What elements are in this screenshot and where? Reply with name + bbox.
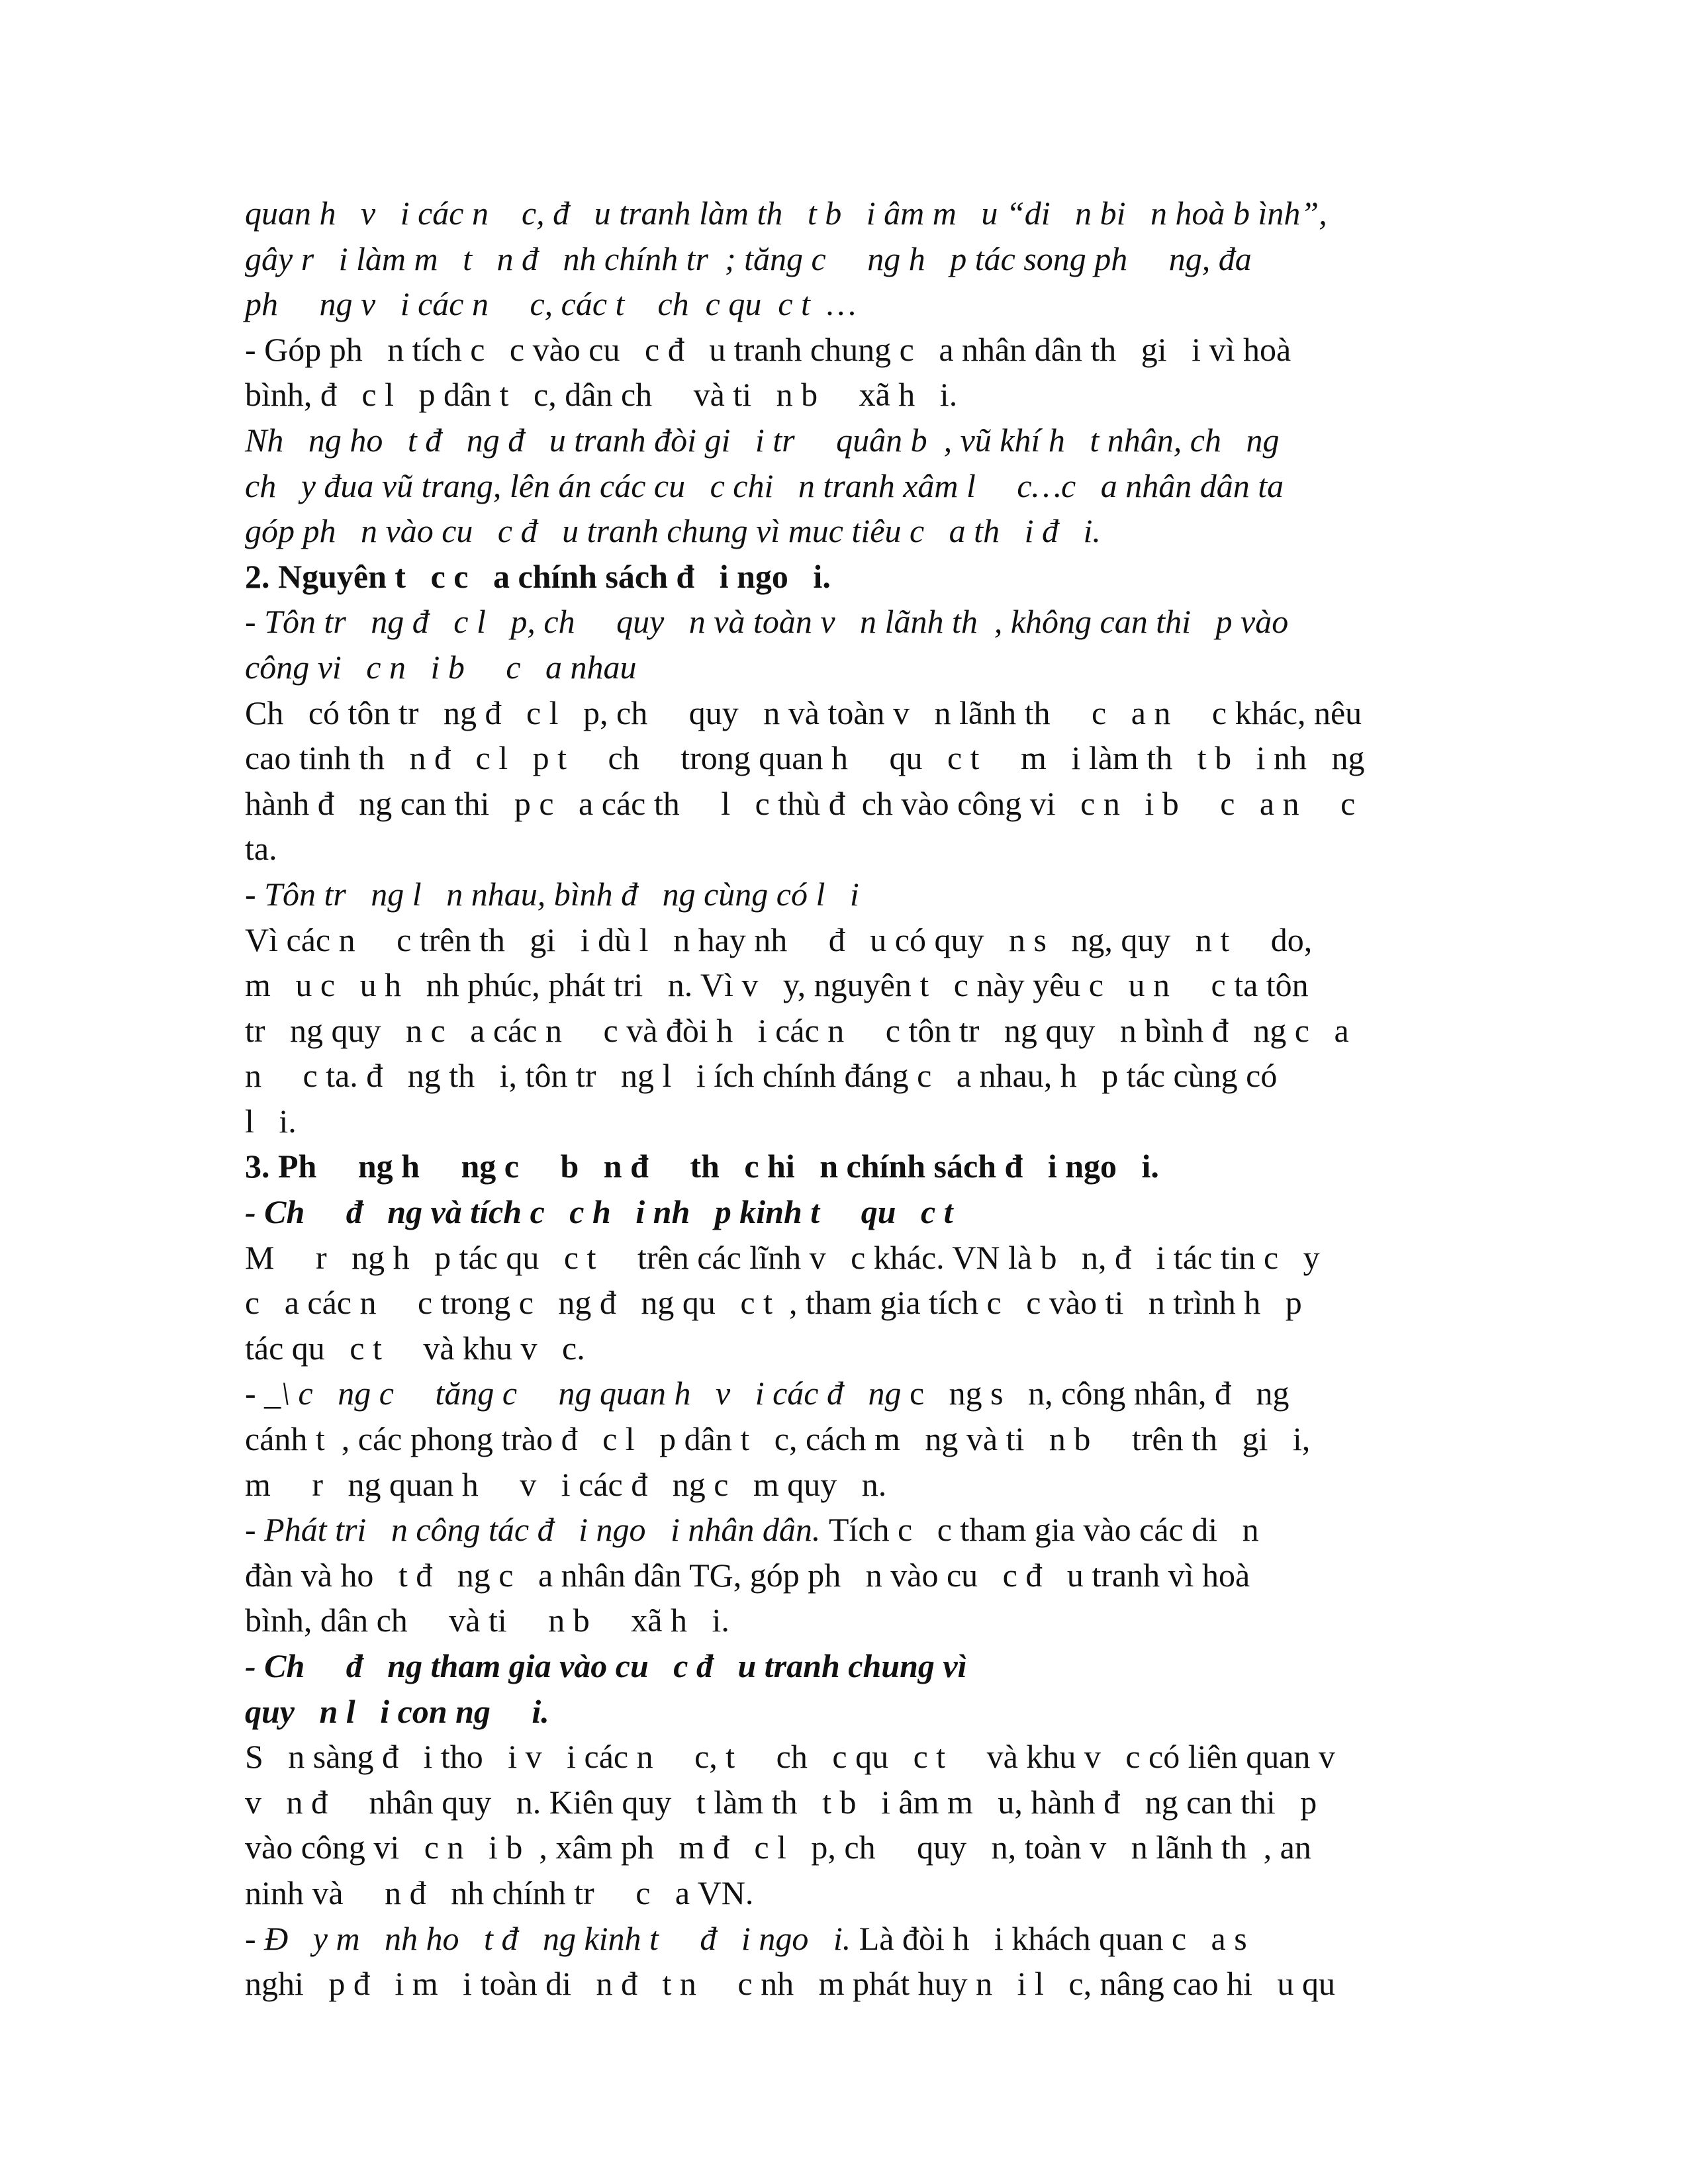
text-segment: - Đ y m nh ho t đ ng kinh t đ i ngo i. xyxy=(245,1919,859,1957)
text-line xyxy=(245,418,1436,463)
text-line xyxy=(245,1053,1436,1099)
text-segment: 3. Ph ng h ng c b n đ th c hi n chính sách đ i ngo i. xyxy=(245,1148,1159,1185)
text-segment: - Tôn tr ng đ c l p, ch quy n và toàn v n lãnh th , không can thi p vào xyxy=(245,603,1289,641)
text-line xyxy=(245,1462,1436,1508)
text-line xyxy=(245,1780,1436,1825)
text-line xyxy=(245,872,1436,917)
text-line xyxy=(245,645,1436,690)
text-line xyxy=(245,191,1436,236)
text-segment: góp ph n vào cu c đ u tranh chung vì muc tiêu c a th i đ i. xyxy=(245,512,1101,550)
text-segment: S n sàng đ i tho i v i các n c, t ch c qu c t và khu v c có liên quan v xyxy=(245,1738,1335,1776)
text-segment: gây r i làm m t n đ nh chính tr ; tăng c ng h p tác song ph ng, đa xyxy=(245,240,1252,277)
text-segment: v n đ nhân quy n. Kiên quy t làm th t b i âm m u, hành đ ng can thi p xyxy=(245,1783,1317,1821)
text-segment: quy n l i con ng i. xyxy=(245,1692,549,1730)
text-line xyxy=(245,1416,1436,1462)
text-line xyxy=(245,1507,1436,1553)
text-line xyxy=(245,1189,1436,1235)
text-line xyxy=(245,372,1436,418)
text-segment: công vi c n i b c a nhau xyxy=(245,648,637,686)
text-segment: tr ng quy n c a các n c và đòi h i các n c tôn tr ng quy n bình đ ng c a xyxy=(245,1011,1349,1049)
text-segment: ta. xyxy=(245,830,277,868)
text-line xyxy=(245,327,1436,373)
text-segment: ch y đua vũ trang, lên án các cu c chi n tranh xâm l c…c a nhân dân ta xyxy=(245,467,1284,504)
text-segment: M r ng h p tác qu c t trên các lĩnh v c khác. VN là b n, đ i tác tin c y xyxy=(245,1238,1320,1276)
text-segment: hành đ ng can thi p c a các th l c thù đ ch vào công vi c n i b c a n c xyxy=(245,784,1356,822)
text-segment: đàn và ho t đ ng c a nhân dân TG, góp ph n vào cu c đ u tranh vì hoà xyxy=(245,1556,1250,1594)
text-line xyxy=(245,554,1436,600)
text-segment: - Ch đ ng và tích c c h i nh p kinh t qu c t xyxy=(245,1193,953,1231)
text-line xyxy=(245,599,1436,645)
text-segment: Tích c c tham gia vào các di n xyxy=(828,1511,1259,1549)
text-line xyxy=(245,1689,1436,1735)
text-segment: Vì các n c trên th gi i dù l n hay nh đ u có quy n s ng, quy n t do, xyxy=(245,921,1313,958)
text-segment: ph ng v i các n c, các t ch c qu c t … xyxy=(245,285,857,323)
text-segment: vào công vi c n i b , xâm ph m đ c l p, ch quy n, toàn v n lãnh th , an xyxy=(245,1829,1311,1866)
text-line xyxy=(245,1916,1436,1962)
text-line xyxy=(245,1825,1436,1870)
text-line xyxy=(245,1235,1436,1281)
text-segment: c a các n c trong c ng đ ng qu c t , tham gia tích c c vào ti n trình h p xyxy=(245,1284,1302,1322)
text-line xyxy=(245,917,1436,963)
text-segment: c ng s n, công nhân, đ ng xyxy=(909,1375,1289,1412)
text-segment: - Ch đ ng tham gia vào cu c đ u tranh chung vì xyxy=(245,1647,967,1684)
text-line xyxy=(245,962,1436,1008)
text-segment: n c ta. đ ng th i, tôn tr ng l i ích chính đáng c a nhau, h p tác cùng có xyxy=(245,1057,1278,1095)
text-segment: m u c u h nh phúc, phát tri n. Vì v y, nguyên t c này yêu c u n c ta tôn xyxy=(245,966,1309,1004)
text-segment: tác qu c t và khu v c. xyxy=(245,1329,585,1367)
text-segment: l i. xyxy=(245,1102,297,1140)
text-segment: bình, dân ch và ti n b xã h i. xyxy=(245,1602,729,1639)
text-segment: - Góp ph n tích c c vào cu c đ u tranh chung c a nhân dân th gi i vì hoà xyxy=(245,330,1291,368)
text-line xyxy=(245,463,1436,509)
text-segment: bình, đ c l p dân t c, dân ch và ti n b xã h i. xyxy=(245,376,958,414)
text-segment: - Phát tri n công tác đ i ngo i nhân dân. xyxy=(245,1511,829,1549)
text-line xyxy=(245,1643,1436,1689)
text-segment: - Tôn tr ng l n nhau, bình đ ng cùng có l i xyxy=(245,875,859,913)
text-segment: ninh và n đ nh chính tr c a VN. xyxy=(245,1874,754,1911)
text-line xyxy=(245,1734,1436,1780)
text-segment: m r ng quan h v i các đ ng c m quy n. xyxy=(245,1465,887,1503)
text-line xyxy=(245,508,1436,554)
text-line xyxy=(245,1598,1436,1643)
text-line xyxy=(245,1099,1436,1144)
text-line xyxy=(245,1008,1436,1054)
text-line xyxy=(245,1371,1436,1416)
text-segment: Ch có tôn tr ng đ c l p, ch quy n và toàn v n lãnh th c a n c khác, nêu xyxy=(245,694,1362,731)
text-line xyxy=(245,781,1436,827)
text-line xyxy=(245,1326,1436,1371)
text-segment: Nh ng ho t đ ng đ u tranh đòi gi i tr quân b , vũ khí h t nhân, ch ng xyxy=(245,421,1280,459)
text-line xyxy=(245,690,1436,736)
text-segment: - _\ c ng c tăng c ng quan h v i các đ ng xyxy=(245,1375,910,1412)
text-line xyxy=(245,1870,1436,1916)
text-segment: Là đòi h i khách quan c a s xyxy=(859,1919,1247,1957)
text-line xyxy=(245,1553,1436,1598)
text-line xyxy=(245,1280,1436,1326)
text-line xyxy=(245,281,1436,327)
text-line xyxy=(245,826,1436,872)
text-segment: 2. Nguyên t c c a chính sách đ i ngo i. xyxy=(245,557,831,595)
text-line xyxy=(245,1144,1436,1189)
text-segment: cao tinh th n đ c l p t ch trong quan h qu c t m i làm th t b i nh ng xyxy=(245,739,1365,777)
text-line xyxy=(245,1961,1436,2007)
text-segment: quan h v i các n c, đ u tranh làm th t b i âm m u “di n bi n hoà b ình”, xyxy=(245,195,1327,232)
text-line xyxy=(245,236,1436,282)
text-line xyxy=(245,735,1436,781)
text-segment: nghi p đ i m i toàn di n đ t n c nh m phát huy n i l c, nâng cao hi u qu xyxy=(245,1965,1336,2003)
text-segment: cánh t , các phong trào đ c l p dân t c, cách m ng và ti n b trên th gi i, xyxy=(245,1420,1311,1458)
